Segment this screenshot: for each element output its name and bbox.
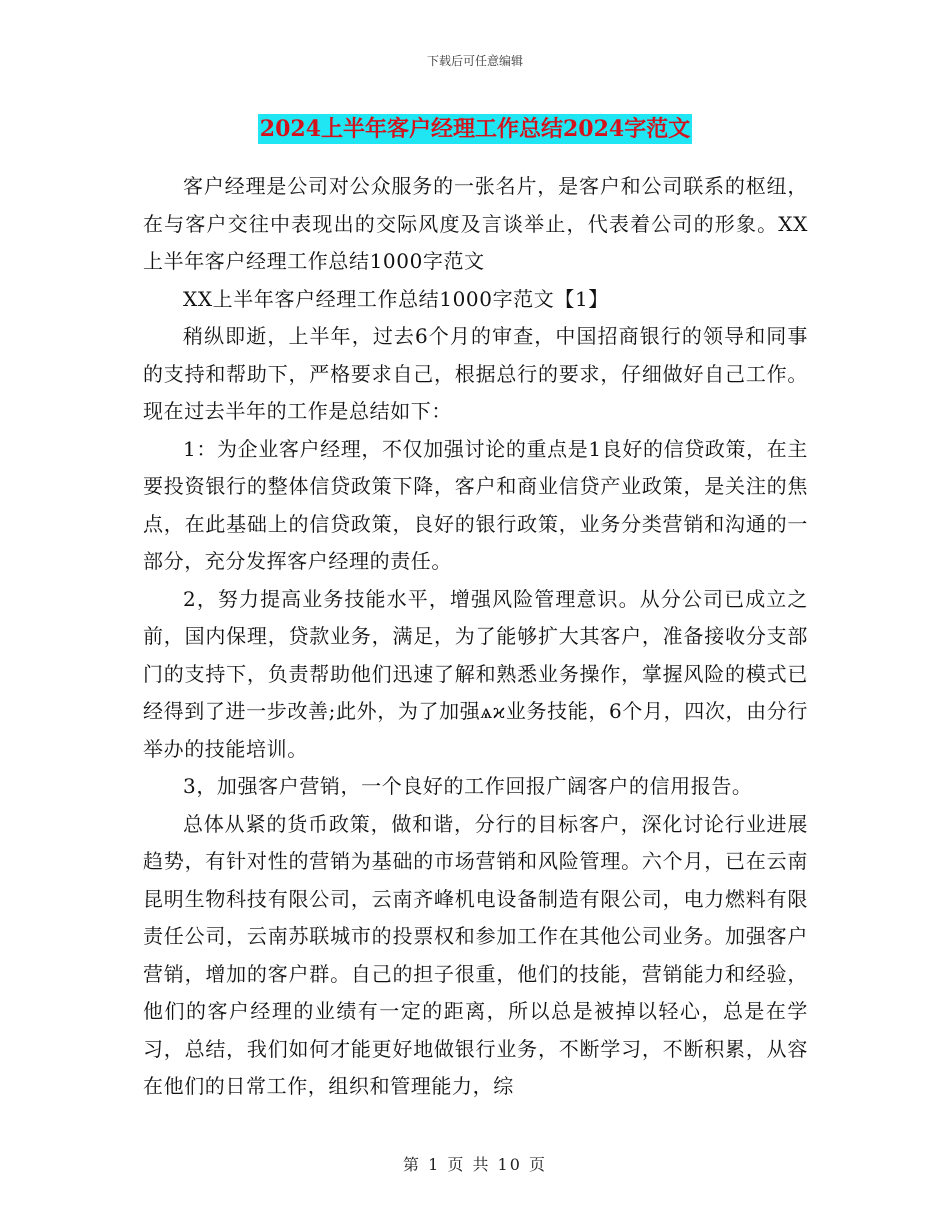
paragraph: XX上半年客户经理工作总结1000字范文【1】 (183, 286, 609, 311)
paragraph: 总体从紧的货币政策，做和谐，分行的目标客户，深化讨论行业进展趋势，有针对性的营销为基础的市场营销和风险管理。六个月，已在云南昆明生物科技有限公司，云南齐峰机电设备制造有限公司，电力燃料有限责任公司，云南苏联城市的投票权和参加工作在其他公司业务。加强客户营销，增加的客户群。自己的担子很重，他们的技能，营销能力和经验，他们的客户经理的业绩有一定的距离，所以总是被掉以轻心，总是在学习，总结，我们如何才能更好地做银行业务，不断学习，不断积累，从容在他们的日常工作，组织和管理能力，综 (143, 811, 808, 1098)
document-title: 2024上半年客户经理工作总结2024字范文 (259, 116, 691, 142)
document-body (143, 168, 808, 1106)
paragraph: 稍纵即逝，上半年，过去6个月的审查，中国招商银行的领导和同事的支持和帮助下，严格要求自己，根据总行的要求，仔细做好自己工作。现在过去半年的工作是总结如下： (143, 324, 808, 423)
title-container (0, 114, 950, 144)
paragraph: 2，努力提高业务技能水平，增强风险管理意识。从分公司已成立之前，国内保理，贷款业务，满足，为了能够扩大其客户，准备接收分支部门的支持下，负责帮助他们迅速了解和熟悉业务操作，掌握风险的模式已经得到了进一步改善;此外，为了加强ѧϰ业务技能，6个月，四次，由分行举办的技能培训。 (143, 586, 808, 761)
header-note: 下载后可任意编辑 (426, 54, 523, 68)
paragraph: 3，加强客户营销，一个良好的工作回报广阔客户的信用报告。 (183, 774, 753, 798)
paragraph: 1：为企业客户经理，不仅加强讨论的重点是1良好的信贷政策，在主要投资银行的整体信贷政策下降，客户和商业信贷产业政策，是关注的焦点，在此基础上的信贷政策，良好的银行政策，业务分类营销和沟通的一部分，充分发挥客户经理的责任。 (143, 436, 808, 573)
page-number: 第 1 页 共 10 页 (403, 1155, 547, 1174)
paragraph: 客户经理是公司对公众服务的一张名片，是客户和公司联系的枢纽，在与客户交往中表现出的交际风度及言谈举止，代表着公司的形象。XX上半年客户经理工作总结1000字范文 (143, 174, 808, 273)
